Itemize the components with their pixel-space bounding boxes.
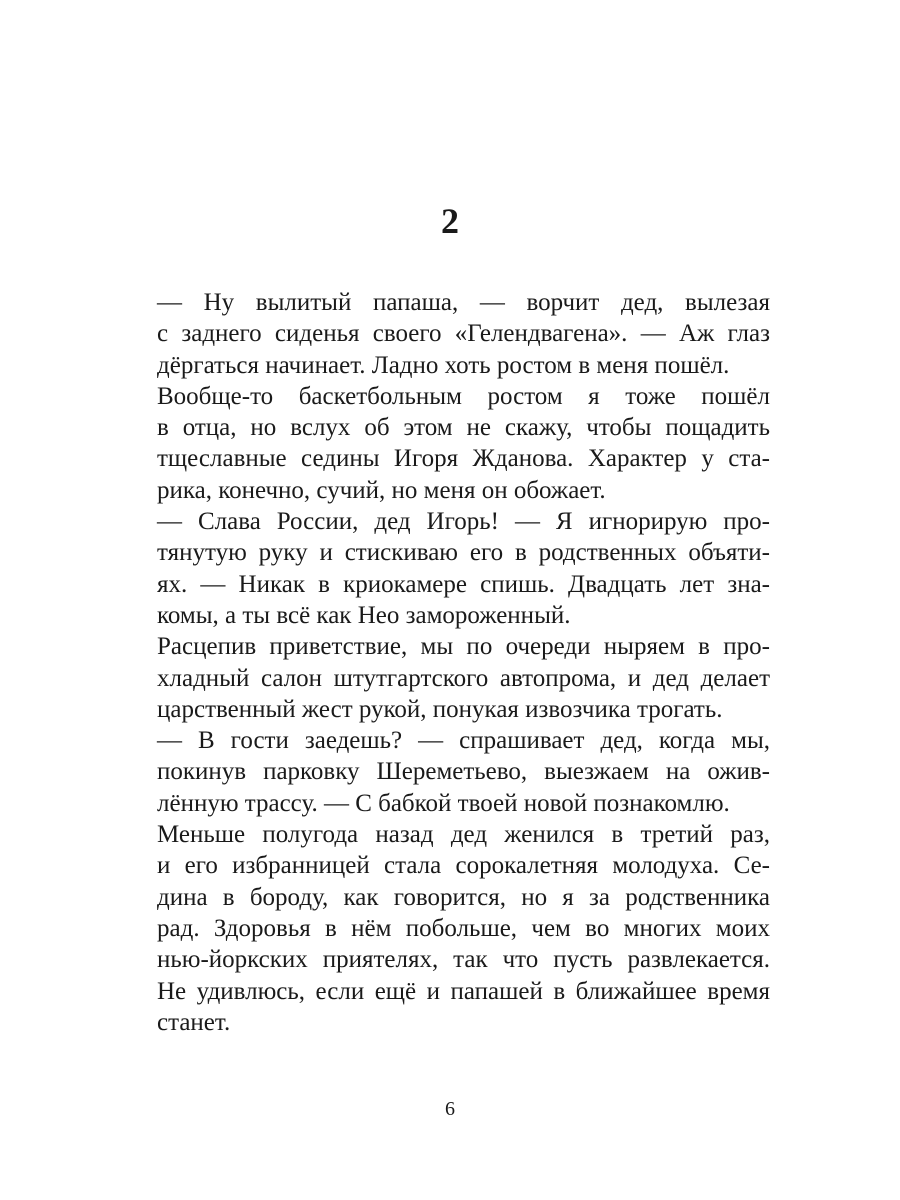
text-line: ях. — Никак в криокамере спишь. Двадцать лет зна-: [157, 570, 770, 598]
paragraph-2: [130, 381, 770, 506]
body-text: [130, 287, 770, 1038]
paragraph-3: [130, 506, 770, 631]
text-line: — В гости заедешь? — спрашивает дед, когда мы,: [157, 727, 770, 755]
text-line: лённую трассу. — С бабкой твоей новой познакомлю.: [157, 789, 730, 817]
paragraph-6: [130, 819, 770, 1038]
chapter-number: 2: [441, 201, 459, 241]
text-line: тщеславные седины Игоря Жданова. Характер у ста-: [157, 445, 770, 473]
text-line: — Ну вылитый папаша, — ворчит дед, вылезая: [157, 289, 770, 316]
text-line: с заднего сиденья своего «Гелендвагена». — Аж глаз: [157, 320, 770, 348]
text-line: станет.: [157, 1008, 231, 1036]
text-line: Меньше полугода назад дед женился в третий раз,: [157, 821, 770, 849]
page-number: 6: [445, 1098, 455, 1120]
text-line: Вообще-то баскетбольным ростом я тоже пошёл: [157, 382, 770, 410]
paragraph-5: [130, 725, 770, 819]
paragraph-4: [130, 631, 770, 725]
text-line: покинув парковку Шереметьево, выезжаем на ожив-: [157, 758, 770, 786]
text-line: царственный жест рукой, понукая извозчика трогать.: [157, 695, 723, 723]
text-line: в отца, но вслух об этом не скажу, чтобы пощадить: [157, 414, 770, 442]
text-line: комы, а ты всё как Нео замороженный.: [157, 601, 571, 629]
text-line: тянутую руку и стискиваю его в родственных объяти-: [157, 539, 770, 567]
paragraph-1: [130, 287, 770, 381]
text-line: Расцепив приветствие, мы по очереди ныряем в про-: [157, 633, 770, 661]
text-line: дёргаться начинает. Ладно хоть ростом в меня пошёл.: [157, 351, 730, 379]
text-line: хладный салон штутгартского автопрома, и дед делает: [157, 664, 770, 692]
text-line: нью-йоркских приятелях, так что пусть развлекается.: [157, 946, 770, 974]
text-line: и его избранницей стала сорокалетняя молодуха. Се-: [157, 852, 770, 880]
text-line: Не удивлюсь, если ещё и папашей в ближайшее время: [157, 977, 770, 1005]
text-line: рад. Здоровья в нём побольше, чем во многих моих: [157, 914, 770, 942]
text-line: — Слава России, дед Игорь! — Я игнорирую про-: [157, 508, 770, 536]
text-line: дина в бороду, как говорится, но я за родственника: [157, 883, 770, 911]
text-line: рика, конечно, сучий, но меня он обожает.: [157, 476, 606, 504]
